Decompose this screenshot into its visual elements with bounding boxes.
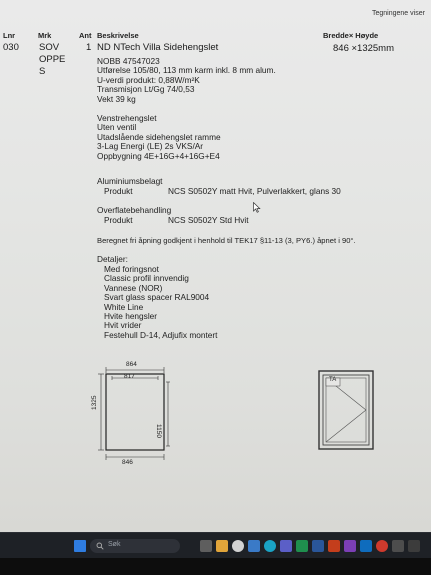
dim-height-inner: 1150 — [155, 424, 162, 438]
detail-item: Hvit vrider — [104, 320, 142, 331]
browser-icon[interactable] — [232, 540, 244, 552]
detail-item: Classic profil innvendig — [104, 273, 189, 284]
surface-heading: Overflatebehandling — [97, 205, 172, 215]
detail-item: Festehull D-14, Adjufix montert — [104, 329, 218, 340]
detail-item: Hvite hengsler — [104, 310, 158, 321]
window-dimension-drawing — [92, 356, 178, 468]
config-line: Uten ventil — [97, 122, 137, 133]
word-icon[interactable] — [312, 540, 324, 552]
system-tray-icon[interactable] — [408, 540, 420, 552]
search-box[interactable] — [90, 539, 180, 553]
column-dimensions: Bredde× Høyde — [323, 31, 379, 40]
details-heading: Detaljer: — [97, 254, 128, 264]
spec-list — [97, 57, 276, 104]
detail-item: Med foringsnot — [104, 264, 159, 274]
spec-line: Transmisjon Lt/Gg 74/0,53 — [97, 84, 195, 95]
spec-line: Vekt 39 kg — [97, 93, 136, 104]
drawing-note: Tegningene viser — [372, 10, 425, 17]
alu-heading: Aluminiumsbelagt — [97, 176, 163, 186]
detail-item: Svart glass spacer RAL9004 — [104, 292, 210, 303]
dim-width-inner: 817 — [124, 373, 135, 380]
product-dimensions: 846 ×1325mm — [333, 43, 394, 54]
mouse-cursor-icon — [253, 202, 261, 213]
column-description: Beskrivelse — [97, 31, 139, 40]
teams-icon[interactable] — [280, 540, 292, 552]
detail-item: Vannese (NOR) — [104, 282, 163, 293]
edge-icon[interactable] — [264, 540, 276, 552]
start-icon[interactable] — [74, 540, 86, 552]
line-number: 030 — [3, 42, 19, 53]
app-icon[interactable] — [392, 540, 404, 552]
surface-product-label: Produkt — [104, 215, 133, 225]
search-icon — [96, 542, 104, 550]
config-line: Utadslående sidehengslet ramme — [97, 131, 221, 142]
dim-width-bottom: 846 — [122, 459, 133, 466]
dim-height-outer: 1325 — [91, 395, 98, 410]
mark-line-2: OPPE — [39, 54, 66, 65]
mark-line-3: S — [39, 66, 46, 77]
task-view-icon[interactable] — [200, 540, 212, 552]
mark-line-1: SOV — [39, 42, 60, 53]
config-line: Oppbygning 4E+16G+4+16G+E4 — [97, 150, 220, 161]
config-line: Venstrehengslet — [97, 113, 157, 123]
dim-width-top: 864 — [126, 361, 137, 368]
window-elevation-drawing — [318, 370, 374, 450]
elevation-label: TA — [329, 377, 337, 383]
column-lnr: Lnr — [3, 31, 16, 40]
spec-line: NOBB 47547023 — [97, 56, 160, 66]
quantity: 1 — [86, 42, 92, 53]
alu-product-value: NCS S0502Y matt Hvit, Pulverlakkert, glans 30 — [168, 186, 341, 196]
pdf-reader-icon[interactable] — [376, 540, 388, 552]
product-title: ND NTech Villa Sidehengslet — [97, 42, 219, 53]
spec-line: Utførelse 105/80, 113 mm karm inkl. 8 mm alum. — [97, 65, 276, 76]
file-explorer-icon[interactable] — [216, 540, 228, 552]
detail-item: White Line — [104, 301, 144, 312]
excel-icon[interactable] — [296, 540, 308, 552]
powerpoint-icon[interactable] — [328, 540, 340, 552]
details-list — [104, 265, 217, 340]
mail-icon[interactable] — [248, 540, 260, 552]
config-list — [97, 114, 221, 161]
column-mrk: Mrk — [38, 31, 52, 40]
monitor-bezel — [0, 558, 431, 575]
taskbar — [0, 532, 431, 559]
alu-product-label: Produkt — [104, 186, 133, 196]
surface-product-value: NCS S0502Y Std Hvit — [168, 215, 249, 225]
column-ant: Ant — [79, 31, 92, 40]
escape-opening-note: Beregnet fri åpning godkjent i henhold til TEK17 §11-13 (3, PY6.) åpnet i 90°. — [97, 236, 356, 245]
search-placeholder: Søk — [108, 541, 121, 548]
outlook-icon[interactable] — [360, 540, 372, 552]
spec-line: U-verdi produkt: 0,88W/m²K — [97, 74, 200, 85]
config-line: 3-Lag Energi (LE) 2s VKS/Ar — [97, 141, 204, 152]
onenote-icon[interactable] — [344, 540, 356, 552]
